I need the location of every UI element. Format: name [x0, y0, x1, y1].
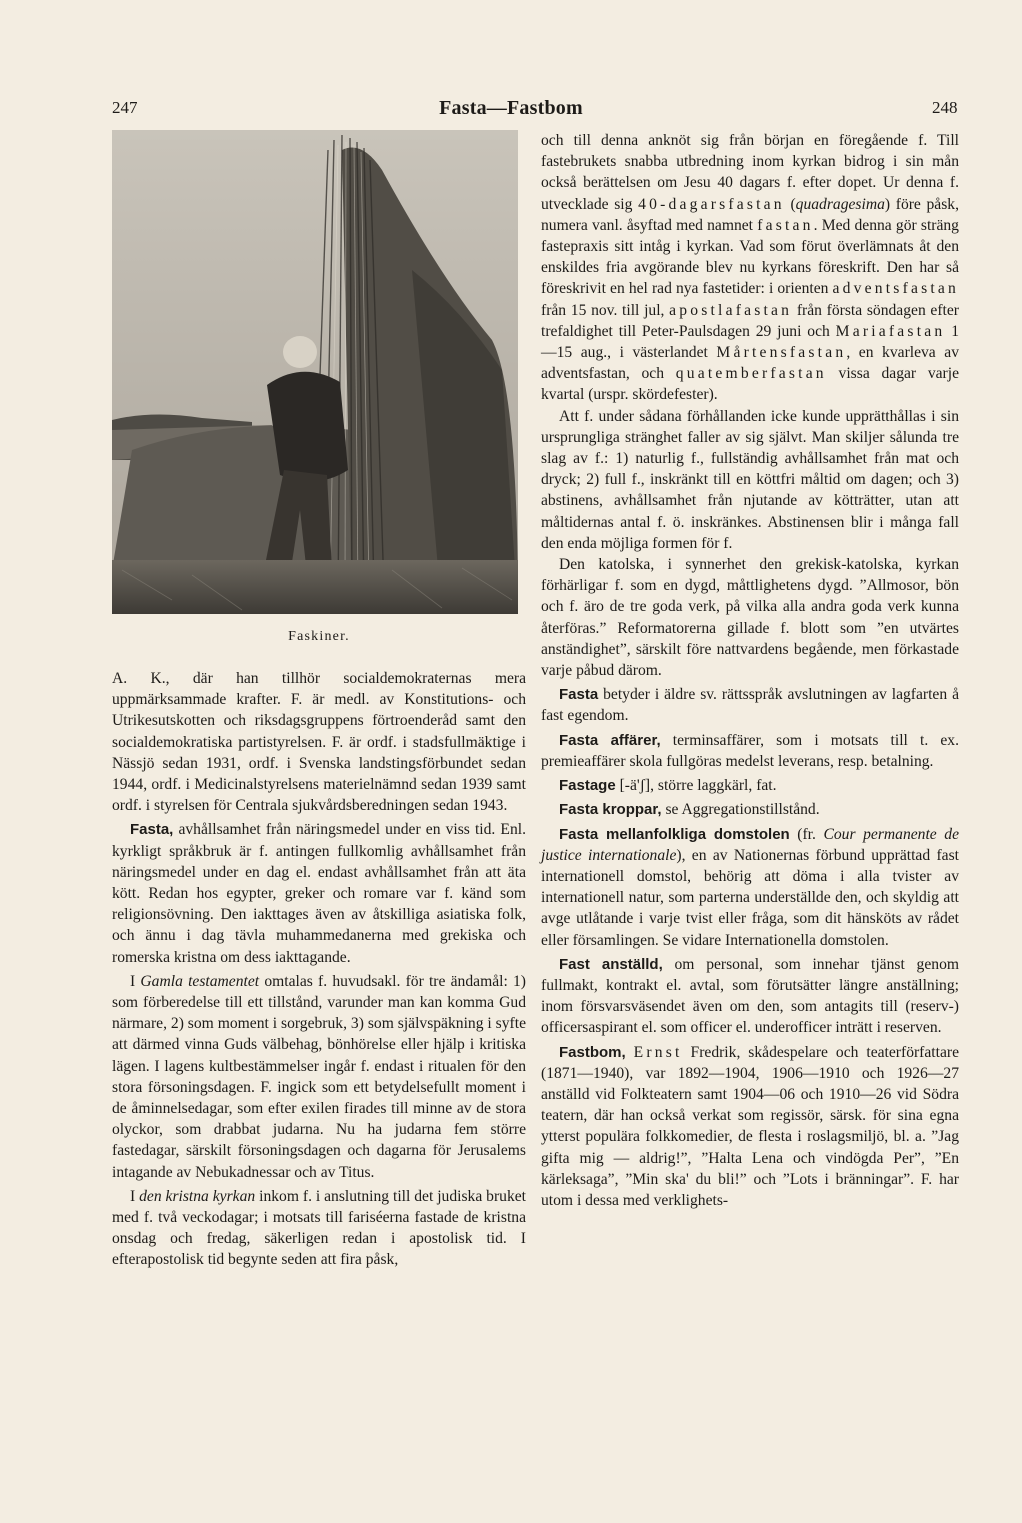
paragraph-text: . Med denna gör sträng fastepraxis sitt intåg i kyrkan. Vad som förut överlämnats åt den enskildes fria avgörande blev nu kyrkans föreskrift. Den har så föreskrivit en hel rad nya fastetider: i orienten: [541, 216, 959, 298]
entry-fasta: [112, 819, 526, 967]
paragraph-text: från första söndagen efter trefaldighet till Peter-Paulsdagen 29 juni och: [541, 301, 959, 340]
paragraph: [541, 130, 959, 406]
paragraph: [112, 668, 526, 816]
spaced-term: 40-dagarsfastan: [638, 195, 785, 213]
entry-fasta-affarer: [541, 730, 959, 772]
paragraph-text: vissa dagar varje kvartal (urspr. skördefester).: [541, 365, 960, 404]
paragraph: [112, 1186, 526, 1271]
entry-text: om personal, som innehar tjänst genom fullmakt, kontrakt el. avtal, som förutsätter längre anställning; inom försvarsväsendet även om den, som antagits till (reserv-) officersaspirant el. som officer el. underofficer inträtt i reserven.: [541, 955, 959, 1037]
spaced-term: Ernst: [633, 1043, 683, 1061]
entry-headword: Fastage: [559, 777, 616, 795]
entry-text: betyder i äldre sv. rättsspråk avslutningen av lagfarten å fast egendom.: [541, 686, 959, 725]
paragraph-text: , en kvarleva av adventsfastan, och: [541, 344, 959, 383]
paragraph-text: inkom f. i anslutning till det judiska bruket med f. två veckodagar; i motsats till fariséerna fastade de kristna onsdag och fredag, säkerligen redan i apostolisk tid. I efterapostolisk tid begynte seden att fira påsk,: [112, 1187, 527, 1269]
entry-text: avhållsamhet från näringsmedel under en viss tid. Enl. kyrkligt språkbruk är f. antingen fullkomlig avhållsamhet från näringsmedel under en dag el. endast avhållsamhet från att äta kött. Redan hos egypter, greker och romare var f. känd som religionsövning. Den iakttages även av åtskilliga asiatiska folk, och ännu i dag tävla muhammedanerna med grekiska och romerska kristna om dess iakttagande.: [112, 821, 526, 966]
entry-text: se Aggregationstillstånd.: [661, 801, 820, 819]
italic-term: den kristna kyrkan: [139, 1187, 256, 1205]
entry-headword: Fasta kroppar,: [559, 801, 662, 819]
spaced-term: Mårtensfastan: [716, 344, 847, 362]
paragraph-text: I: [130, 972, 141, 990]
italic-term: Cour permanente de justice internationale: [541, 825, 959, 864]
paragraph-text: omtalas f. huvudsakl. för tre ändamål: 1) som förberedelse till ett tillstånd, varunder man kan komma Gud närmare, 2) som moment i sorgebruk, 3) som självspäkning i syfte att därmed vinna Guds välbehag, bönhörelse eller hjälp i kritiska lägen. I lagens kultbestämmelser ingår f. endast i ritualen för den stora försoningsdagen. F. ingick som ett betydelsefullt moment i de åminnelsedagar, som efter exilen firades till minne av de stora olyckor, som drabbat judarna. Nu ha judarna fem större fastedagar, särskilt försoningsdagen och dagarna för Jerusalems intagande av Nebukadnessar och av Titus.: [112, 972, 527, 1181]
entry-text: [-ä'ʃ], större laggkärl, fat.: [615, 777, 777, 795]
paragraph-text: (: [784, 195, 796, 213]
entry-fasta-mellanfolkliga-domstolen: [541, 824, 959, 951]
left-column: [112, 130, 526, 1271]
entry-text: (fr.: [789, 825, 824, 843]
page-number-right: 248: [932, 98, 958, 117]
entry-headword: Fastbom,: [559, 1043, 626, 1061]
entry-text: Fredrik, skådespelare och teaterförfattare (1871—1940), var 1892—1904, 1906—1910 och 1926—27 anställd vid Folkteatern samt 1904—06 och 1910—26 vid Södra teatern, där han också verkat som regissör, särsk. för sina egna ytterst populära folkkomedier, de flesta i roslagsmiljö, bl. a. ”Jag gifta mig — aldrig!”, ”Halta Lena och vindögda Per”, ”En kärleksaga”, ”Min ska' du bli!” och ”Lots i bränningar”. F. har utom i dessa med verklighets-: [541, 1043, 959, 1209]
entry-text: terminsaffärer, som i motsats till t. ex. premieaffärer skola fullgöras medelst leverans, resp. betalning.: [541, 731, 959, 770]
entry-headword: Fasta affärer,: [559, 731, 661, 749]
figure-caption: Faskiner.: [288, 629, 350, 644]
paragraph-text: ) före påsk, numera vanl. åsyftad med namnet: [541, 195, 959, 234]
photo-faskiner: [112, 130, 518, 614]
photo-image: [112, 130, 518, 614]
paragraph-text: I: [130, 1187, 140, 1205]
paragraph-text: A. K., där han tillhör socialdemokraternas mera uppmärksammade krafter. F. är medl. av Konstitutions- och Utrikesutskotten och riksdagsgruppens förtroenderåd samt den socialdemokratiska partistyrelsen. F. är ordf. i stadsfullmäktige i Nässjö sedan 1931, ordf. i Svenska landstingsförbundet sedan 1944, ordf. i Medicinalstyrelsens materielnämnd sedan 1939 samt ordf. i styrelsen för Centrala sjukvårdsberedningen sedan 1943.: [112, 670, 526, 815]
spaced-term: apostlafastan: [669, 301, 793, 319]
paragraph-text: och till denna anknöt sig från början en föregående f. Till fastebrukets snabba utbredning inom kyrkan bidrog i sin mån också berättelsen om Jesu 40 dagars f. efter dopet. Ur denna f. utvecklade sig: [541, 132, 959, 213]
paragraph-text: Den katolska, i synnerhet den grekisk-katolska, kyrkan förhärligar f. som en dygd, måttlighetens dygd. ”Allmosor, bön och f. äro de tre goda verk, på vilka alla andra goda verk kunna återföras.” Reformatorerna gillade f. blott som ”en utvärtes anständighet”, särskilt före nattvardens begående, men förkastade varje påbud därom.: [541, 556, 959, 680]
paragraph: [541, 406, 959, 554]
page-header: [0, 98, 1022, 128]
paragraph-text: från 15 nov. till jul,: [541, 301, 670, 319]
entry-headword: Fasta mellanfolkliga domstolen: [559, 825, 790, 843]
entry-headword: Fasta: [559, 686, 599, 704]
paragraph: [112, 971, 526, 1183]
spaced-term: adventsfastan: [832, 280, 959, 298]
spaced-term: fastan: [757, 216, 814, 234]
italic-term: Gamla testamentet: [140, 972, 260, 990]
spaced-term: Mariafastan: [835, 322, 946, 340]
entry-fasta-rattssprak: [541, 684, 959, 726]
entry-fast-anstalld: [541, 954, 959, 1039]
running-title: Fasta—Fastbom: [439, 97, 583, 119]
paragraph-text: 1—15 aug., i västerlandet: [541, 322, 959, 362]
entry-headword: Fast anställd,: [559, 955, 663, 973]
entry-text: ), en av Nationernas förbund upprättad fast internationell domstol, behörig att döma i alla tvister av internationell natur, som parterna underställde den, och skyldig att avge utlåtande i varje tvist eller fråga, som dit hänsköts av rådet eller församlingen. Se vidare Internationella domstolen.: [541, 846, 959, 949]
entry-fastbom: [541, 1042, 959, 1212]
italic-term: quadragesima: [795, 195, 885, 213]
paragraph-text: Att f. under sådana förhållanden icke kunde upprätthållas i sin ursprungliga stränghet faller av sig självt. Man skiljer sålunda tre slag av f.: 1) naturlig f., fullständig avhållsamhet från mat och dryck; 2) full f., inskränkt till en köttfri måltid om dagen; och 3) abstinens, avhållsamhet från njutande av kötträtter, utan att måltidernas antal f. ö. inskränkes. Abstinensen blir i många fall den enda möjliga formen för f.: [541, 407, 959, 552]
page-number-left: 247: [112, 98, 138, 117]
entry-fastage: [541, 775, 959, 796]
paragraph: [541, 554, 959, 681]
entry-fasta-kroppar: [541, 799, 959, 820]
entry-headword: Fasta,: [130, 821, 174, 839]
right-column: [541, 130, 959, 1211]
spaced-term: quatemberfastan: [675, 365, 827, 383]
